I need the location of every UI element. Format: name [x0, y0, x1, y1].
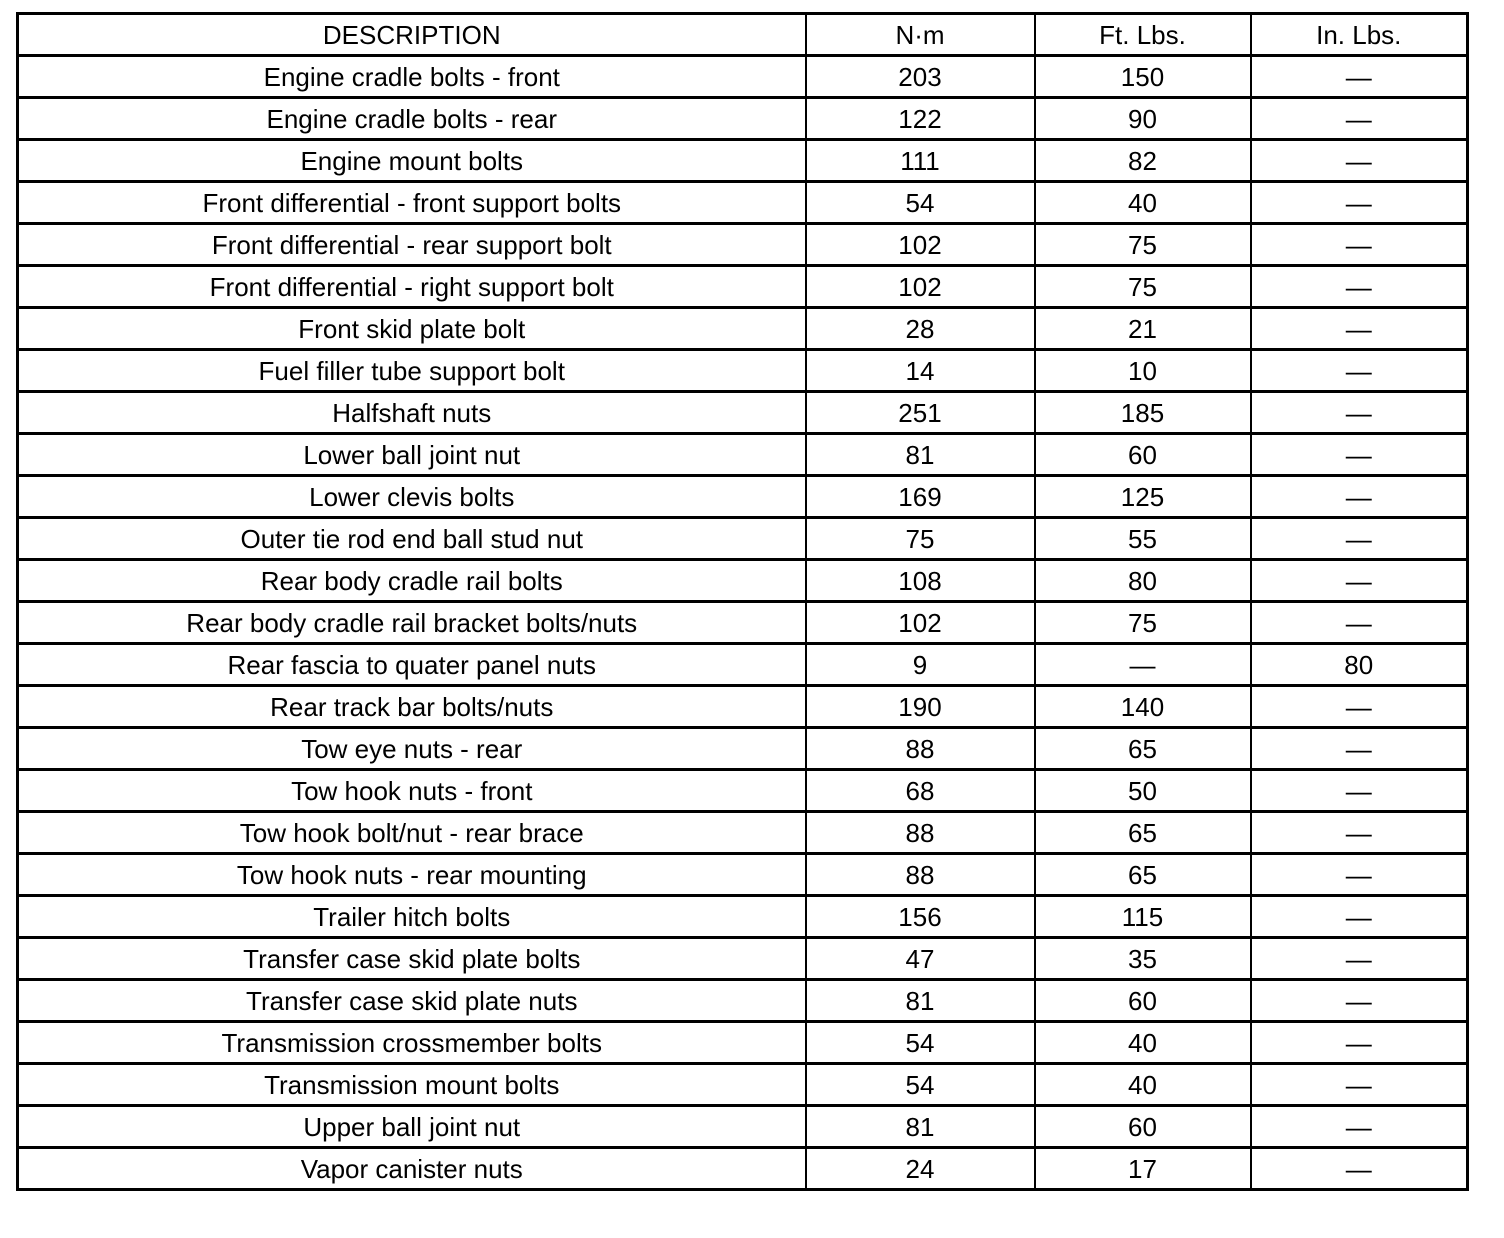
table-row: [18, 476, 1468, 518]
cell-description: Rear body cradle rail bracket bolts/nuts: [18, 602, 806, 644]
header-ft-lbs: Ft. Lbs.: [1035, 14, 1251, 56]
table-row: [18, 770, 1468, 812]
cell-ft-lbs: 65: [1035, 728, 1251, 770]
table-row: [18, 392, 1468, 434]
cell-ft-lbs: 115: [1035, 896, 1251, 938]
cell-in-lbs: —: [1251, 1064, 1468, 1106]
header-nm: N·m: [806, 14, 1035, 56]
cell-in-lbs: 80: [1251, 644, 1468, 686]
cell-ft-lbs: 65: [1035, 812, 1251, 854]
cell-nm: 156: [806, 896, 1035, 938]
cell-description: Transfer case skid plate nuts: [18, 980, 806, 1022]
cell-nm: 102: [806, 602, 1035, 644]
cell-in-lbs: —: [1251, 140, 1468, 182]
cell-description: Vapor canister nuts: [18, 1148, 806, 1190]
cell-ft-lbs: 75: [1035, 266, 1251, 308]
cell-in-lbs: —: [1251, 896, 1468, 938]
cell-ft-lbs: 40: [1035, 182, 1251, 224]
cell-description: Front differential - right support bolt: [18, 266, 806, 308]
cell-description: Halfshaft nuts: [18, 392, 806, 434]
table-header: [18, 14, 1468, 56]
cell-description: Tow hook nuts - rear mounting: [18, 854, 806, 896]
cell-nm: 102: [806, 224, 1035, 266]
cell-description: Engine mount bolts: [18, 140, 806, 182]
cell-description: Front differential - rear support bolt: [18, 224, 806, 266]
table-row: [18, 1148, 1468, 1190]
table-row: [18, 812, 1468, 854]
cell-in-lbs: —: [1251, 1022, 1468, 1064]
table-row: [18, 308, 1468, 350]
cell-in-lbs: —: [1251, 1148, 1468, 1190]
table-row: [18, 350, 1468, 392]
cell-nm: 108: [806, 560, 1035, 602]
cell-nm: 81: [806, 980, 1035, 1022]
cell-in-lbs: —: [1251, 854, 1468, 896]
cell-nm: 47: [806, 938, 1035, 980]
cell-description: Transfer case skid plate bolts: [18, 938, 806, 980]
table-row: [18, 434, 1468, 476]
cell-ft-lbs: 10: [1035, 350, 1251, 392]
cell-ft-lbs: 60: [1035, 1106, 1251, 1148]
table-row: [18, 140, 1468, 182]
cell-in-lbs: —: [1251, 1106, 1468, 1148]
cell-in-lbs: —: [1251, 686, 1468, 728]
table-row: [18, 854, 1468, 896]
cell-in-lbs: —: [1251, 602, 1468, 644]
header-description: DESCRIPTION: [18, 14, 806, 56]
cell-description: Rear track bar bolts/nuts: [18, 686, 806, 728]
cell-description: Rear body cradle rail bolts: [18, 560, 806, 602]
cell-description: Engine cradle bolts - front: [18, 56, 806, 98]
table-row: [18, 644, 1468, 686]
table-row: [18, 1064, 1468, 1106]
cell-ft-lbs: 55: [1035, 518, 1251, 560]
header-row: [18, 14, 1468, 56]
table-row: [18, 896, 1468, 938]
cell-in-lbs: —: [1251, 434, 1468, 476]
cell-in-lbs: —: [1251, 392, 1468, 434]
cell-description: Lower ball joint nut: [18, 434, 806, 476]
cell-ft-lbs: 21: [1035, 308, 1251, 350]
table-row: [18, 266, 1468, 308]
cell-nm: 14: [806, 350, 1035, 392]
table-row: [18, 686, 1468, 728]
cell-description: Fuel filler tube support bolt: [18, 350, 806, 392]
torque-spec-table: [16, 12, 1469, 1191]
cell-ft-lbs: —: [1035, 644, 1251, 686]
table-row: [18, 602, 1468, 644]
cell-nm: 54: [806, 182, 1035, 224]
cell-description: Upper ball joint nut: [18, 1106, 806, 1148]
cell-in-lbs: —: [1251, 560, 1468, 602]
table-row: [18, 728, 1468, 770]
cell-description: Rear fascia to quater panel nuts: [18, 644, 806, 686]
cell-nm: 203: [806, 56, 1035, 98]
table-row: [18, 518, 1468, 560]
cell-ft-lbs: 140: [1035, 686, 1251, 728]
cell-in-lbs: —: [1251, 308, 1468, 350]
cell-in-lbs: —: [1251, 938, 1468, 980]
cell-nm: 102: [806, 266, 1035, 308]
cell-description: Front differential - front support bolts: [18, 182, 806, 224]
cell-description: Tow hook nuts - front: [18, 770, 806, 812]
cell-in-lbs: —: [1251, 350, 1468, 392]
cell-ft-lbs: 75: [1035, 602, 1251, 644]
table-row: [18, 224, 1468, 266]
table-row: [18, 938, 1468, 980]
cell-in-lbs: —: [1251, 476, 1468, 518]
cell-description: Tow hook bolt/nut - rear brace: [18, 812, 806, 854]
cell-ft-lbs: 40: [1035, 1064, 1251, 1106]
cell-ft-lbs: 50: [1035, 770, 1251, 812]
cell-in-lbs: —: [1251, 980, 1468, 1022]
cell-in-lbs: —: [1251, 518, 1468, 560]
cell-ft-lbs: 185: [1035, 392, 1251, 434]
cell-ft-lbs: 60: [1035, 434, 1251, 476]
cell-description: Outer tie rod end ball stud nut: [18, 518, 806, 560]
cell-in-lbs: —: [1251, 728, 1468, 770]
cell-description: Tow eye nuts - rear: [18, 728, 806, 770]
cell-ft-lbs: 40: [1035, 1022, 1251, 1064]
cell-description: Engine cradle bolts - rear: [18, 98, 806, 140]
table-row: [18, 560, 1468, 602]
cell-nm: 88: [806, 728, 1035, 770]
header-in-lbs: In. Lbs.: [1251, 14, 1468, 56]
cell-nm: 75: [806, 518, 1035, 560]
table-row: [18, 1022, 1468, 1064]
table-body: [18, 56, 1468, 1190]
cell-ft-lbs: 90: [1035, 98, 1251, 140]
cell-description: Lower clevis bolts: [18, 476, 806, 518]
cell-nm: 88: [806, 854, 1035, 896]
cell-ft-lbs: 125: [1035, 476, 1251, 518]
table-row: [18, 1106, 1468, 1148]
cell-nm: 190: [806, 686, 1035, 728]
cell-nm: 111: [806, 140, 1035, 182]
cell-ft-lbs: 80: [1035, 560, 1251, 602]
table-row: [18, 56, 1468, 98]
cell-description: Front skid plate bolt: [18, 308, 806, 350]
cell-description: Transmission mount bolts: [18, 1064, 806, 1106]
cell-nm: 88: [806, 812, 1035, 854]
cell-ft-lbs: 65: [1035, 854, 1251, 896]
cell-nm: 24: [806, 1148, 1035, 1190]
cell-in-lbs: —: [1251, 182, 1468, 224]
table-row: [18, 182, 1468, 224]
cell-nm: 54: [806, 1064, 1035, 1106]
cell-nm: 68: [806, 770, 1035, 812]
cell-nm: 81: [806, 434, 1035, 476]
table-row: [18, 980, 1468, 1022]
cell-nm: 81: [806, 1106, 1035, 1148]
cell-in-lbs: —: [1251, 812, 1468, 854]
cell-in-lbs: —: [1251, 770, 1468, 812]
cell-nm: 9: [806, 644, 1035, 686]
cell-ft-lbs: 17: [1035, 1148, 1251, 1190]
cell-ft-lbs: 82: [1035, 140, 1251, 182]
cell-description: Transmission crossmember bolts: [18, 1022, 806, 1064]
cell-ft-lbs: 60: [1035, 980, 1251, 1022]
table-row: [18, 98, 1468, 140]
cell-nm: 28: [806, 308, 1035, 350]
cell-ft-lbs: 35: [1035, 938, 1251, 980]
cell-nm: 122: [806, 98, 1035, 140]
cell-in-lbs: —: [1251, 224, 1468, 266]
cell-ft-lbs: 150: [1035, 56, 1251, 98]
cell-description: Trailer hitch bolts: [18, 896, 806, 938]
cell-nm: 54: [806, 1022, 1035, 1064]
cell-in-lbs: —: [1251, 98, 1468, 140]
cell-ft-lbs: 75: [1035, 224, 1251, 266]
cell-nm: 251: [806, 392, 1035, 434]
cell-in-lbs: —: [1251, 56, 1468, 98]
cell-in-lbs: —: [1251, 266, 1468, 308]
cell-nm: 169: [806, 476, 1035, 518]
